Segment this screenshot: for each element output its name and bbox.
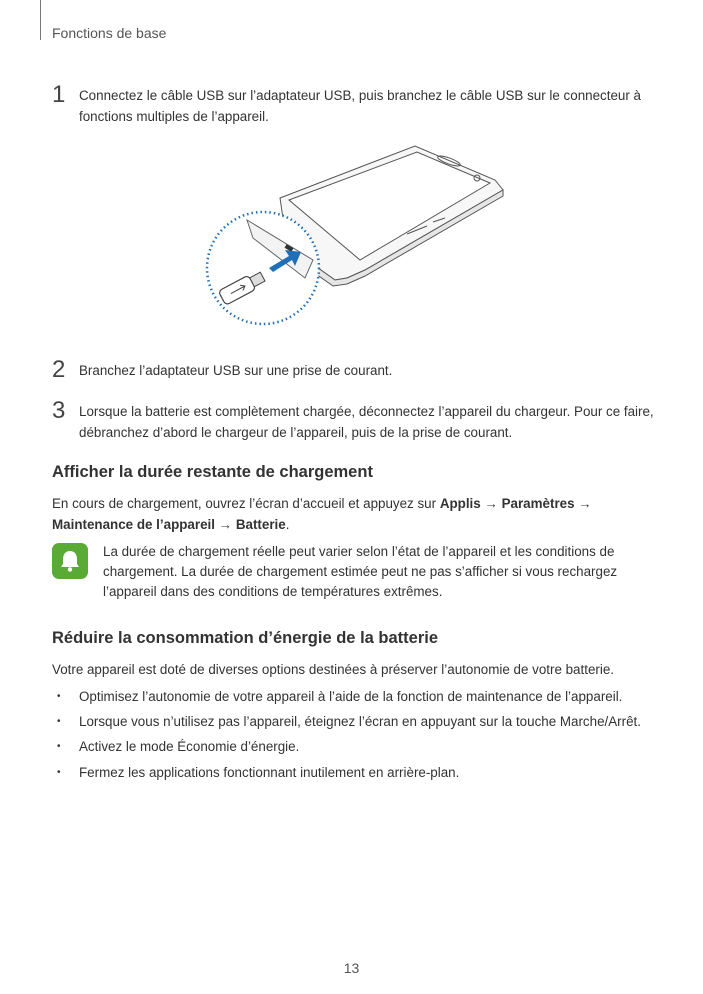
step-text: Branchez l’adaptateur USB sur une prise de courant.	[79, 363, 393, 378]
phone-usb-illustration	[205, 138, 505, 330]
step-text: Connectez le câble USB sur l’adaptateur USB, puis branchez le câble USB sur le connecteur à fonctions multiples de l’appareil.	[79, 88, 641, 124]
menu-applis: Applis	[439, 496, 481, 511]
battery-intro: Votre appareil est doté de diverses options destinées à préserver l’autonomie de votre batterie.	[52, 662, 614, 677]
list-item: • Fermez les applications fonctionnant inutilement en arrière-plan.	[57, 765, 460, 780]
list-item: • Activez le mode Économie d’énergie.	[57, 739, 300, 754]
step-text: Lorsque la batterie est complètement chargée, déconnectez l’appareil du chargeur. Pour ce faire, débranchez d’abord le chargeur de l’appareil, puis de la prise de courant.	[79, 404, 654, 440]
step-1	[52, 81, 662, 127]
header-divider	[40, 0, 41, 40]
charging-illustration	[205, 138, 505, 330]
menu-parametres: Paramètres	[501, 496, 575, 511]
step-number: 1	[52, 81, 66, 108]
step-number: 2	[52, 356, 66, 383]
heading-charge-time: Afficher la durée restante de chargement	[52, 463, 373, 481]
menu-batterie: Batterie	[235, 517, 286, 532]
note-bell-icon	[52, 543, 88, 579]
list-item: • Lorsque vous n’utilisez pas l’appareil, éteignez l’écran en appuyant sur la touche Marche/Arrêt.	[57, 714, 641, 729]
heading-battery-saving: Réduire la consommation d’énergie de la batterie	[52, 629, 439, 647]
page-number: 13	[343, 960, 360, 976]
menu-maintenance: Maintenance de l’appareil	[52, 517, 215, 532]
charge-time-instructions: En cours de chargement, ouvrez l’écran d’accueil et appuyez sur Applis → Paramètres → Maintenance de l’appareil → Batterie.	[52, 496, 592, 532]
step-number: 3	[52, 397, 66, 424]
step-3	[52, 397, 662, 443]
step-2	[52, 356, 662, 383]
list-item: • Optimisez l’autonomie de votre appareil à l’aide de la fonction de maintenance de l’appareil.	[57, 689, 623, 704]
section-title: Fonctions de base	[52, 25, 167, 41]
note-text: La durée de chargement réelle peut varier selon l’état de l’appareil et les conditions de chargement. La durée de chargement estimée peut ne pas s’afficher si vous rechargez l’appareil dans des conditions de températures extrêmes.	[103, 544, 618, 599]
